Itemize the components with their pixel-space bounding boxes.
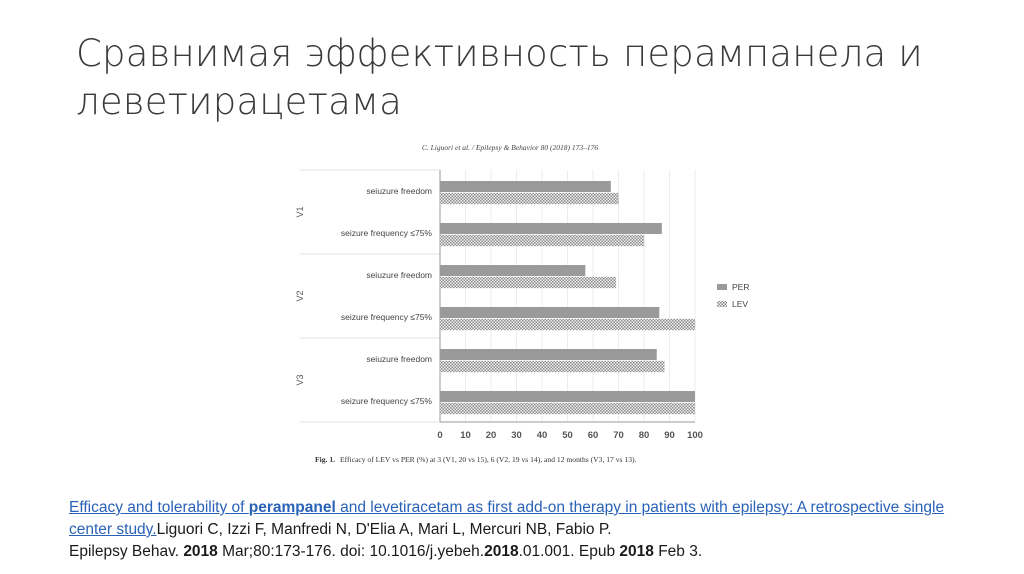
figure-caption	[315, 455, 637, 464]
bar-chart	[285, 140, 765, 470]
reference-year: 2018	[183, 543, 218, 560]
slide-title	[76, 30, 976, 126]
x-tick-label: 10	[460, 430, 471, 441]
category-label: seiuzure freedom	[366, 354, 432, 364]
bar-per	[440, 223, 662, 234]
bar-per	[440, 391, 695, 402]
reference-title-keyword: perampanel	[248, 499, 336, 516]
reference-title-part-2: and levetiracetam as first add-on therapy in patients with epilepsy: A retrospective single center study.	[69, 499, 945, 538]
x-tick-label: 0	[437, 430, 443, 441]
x-tick-label: 30	[511, 430, 522, 441]
category-label: seizure frequency ≤75%	[340, 312, 432, 322]
x-tick-label: 20	[485, 430, 497, 441]
bar-per	[440, 181, 611, 192]
x-tick-label: 90	[664, 430, 675, 441]
x-tick-label: 50	[562, 430, 573, 441]
reference-title-part-1: Efficacy and tolerability of	[69, 499, 249, 516]
x-tick-label: 80	[638, 430, 650, 441]
figure-caption-text: Efficacy of LEV vs PER (%) at 3 (V1, 20 vs 15), 6 (V2, 19 vs 14), and 12 months (V3, 17 vs 13).	[339, 455, 637, 464]
x-tick-label: 60	[587, 430, 599, 441]
category-label: seizure frequency ≤75%	[340, 228, 432, 238]
group-label: V1	[295, 206, 305, 218]
reference-epub-year: 2018	[619, 543, 654, 560]
bar-per	[440, 307, 659, 318]
bar-per	[440, 349, 657, 360]
group-label: V3	[295, 374, 305, 386]
bar-per	[440, 265, 585, 276]
figure	[285, 140, 765, 470]
reference-authors: Liguori C, Izzi F, Manfredi N, D'Elia A, Mari L, Mercuri NB, Fabio P.	[156, 521, 612, 538]
x-tick-label: 40	[536, 430, 548, 441]
reference-citation	[69, 497, 969, 563]
legend-label-per: PER	[732, 282, 750, 292]
slide-title-line-1: Сравнимая эффективность перампанела и	[76, 32, 923, 75]
reference-journal: Epilepsy Behav.	[69, 543, 184, 560]
slide-title-line-2: леветирацетама	[76, 80, 403, 123]
bar-lev	[440, 235, 644, 246]
group-label: V2	[295, 290, 305, 302]
bar-lev	[440, 193, 619, 204]
figure-header: C. Liguori et al. / Epilepsy & Behavior 80 (2018) 173–176	[421, 143, 599, 152]
figure-caption-label: Fig. 1.	[315, 455, 336, 464]
reference-details-end: Feb 3.	[653, 543, 703, 560]
bar-lev	[440, 277, 616, 288]
reference-doi-year: 2018	[484, 543, 519, 560]
x-tick-label: 100	[687, 430, 703, 441]
bar-lev	[440, 361, 664, 372]
legend-label-lev: LEV	[732, 299, 749, 309]
bar-lev	[440, 403, 695, 414]
reference-details: Mar;80:173-176. doi: 10.1016/j.yebeh.	[217, 543, 485, 560]
category-label: seiuzure freedom	[366, 270, 432, 280]
legend-swatch-lev	[717, 301, 727, 307]
legend-swatch-per	[717, 284, 727, 290]
category-label: seizure frequency ≤75%	[340, 396, 432, 406]
reference-details-2: .01.001. Epub	[518, 543, 620, 560]
bar-lev	[440, 319, 695, 330]
category-label: seiuzure freedom	[366, 186, 432, 196]
x-tick-label: 70	[613, 430, 624, 441]
